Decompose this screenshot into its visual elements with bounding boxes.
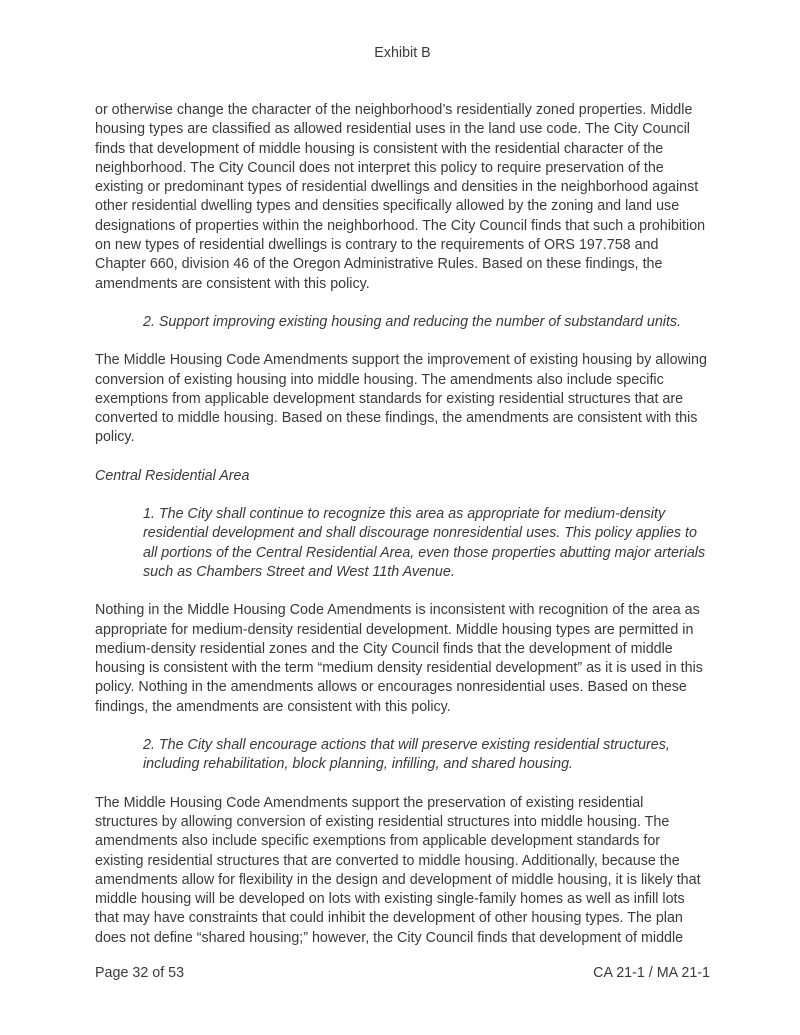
policy-quote-preserve-structures: 2. The City shall encourage actions that will preserve existing residential structures, including rehabilitation, block planning, infilling, and shared housing. bbox=[143, 737, 670, 773]
page-footer bbox=[95, 964, 710, 983]
policy-quote-support-improving-housing: 2. Support improving existing housing and reducing the number of substandard units. bbox=[143, 313, 682, 330]
paragraph-medium-density-findings: Nothing in the Middle Housing Code Amendments is inconsistent with recognition of the area as appropriate for medium-density residential development. Middle housing types are permitted in medium-density residential zones and the City Council finds that the development of middle housing is consistent with the term “medium density residential development” as it is used in this policy. Nothing in the amendments allows or encourages nonresidential uses. Based on these findings, the amendments are consistent with this policy. bbox=[95, 602, 703, 715]
exhibit-header: Exhibit B bbox=[374, 45, 431, 61]
paragraph-improvement-findings: The Middle Housing Code Amendments support the improvement of existing housing by allowing conversion of existing housing into middle housing. The amendments also include specific exemptions from applicable development standards for existing residential structures that are converted to middle housing. Based on these findings, the amendments are consistent with this policy. bbox=[95, 352, 707, 446]
case-number-label: CA 21-1 / MA 21-1 bbox=[593, 965, 710, 981]
policy-quote-medium-density: 1. The City shall continue to recognize this area as appropriate for medium-density residential development and shall discourage nonresidential uses. This policy applies to all portions of the Central Residential Area, even those properties abutting major arterials such as Chambers Street and West 11th Avenue. bbox=[143, 506, 706, 580]
section-heading-central-residential-area: Central Residential Area bbox=[95, 467, 250, 484]
paragraph-policy-findings: or otherwise change the character of the neighborhood’s residentially zoned properties. Middle housing types are classified as allowed residential uses in the land use code. The City Council finds that development of middle housing is consistent with the residential character of the neighborhood. The City Council does not interpret this policy to require preservation of the existing or predominant types of residential dwellings and densities in the neighborhood against other residential dwelling types and densities specifically allowed by the zoning and land use designations of properties within the neighborhood. The City Council finds that such a prohibition on new types of residential dwellings is contrary to the requirements of ORS 197.758 and Chapter 660, division 46 of the Oregon Administrative Rules. Based on these findings, the amendments are consistent with this policy. bbox=[95, 102, 706, 292]
document-body bbox=[95, 101, 710, 948]
page-number-label: Page 32 of 53 bbox=[95, 965, 185, 981]
paragraph-preservation-findings: The Middle Housing Code Amendments support the preservation of existing residential structures by allowing conversion of existing residential structures into middle housing. The amendments also include specific exemptions from applicable development standards for existing residential structures that are converted to middle housing. Additionally, because the amendments allow for flexibility in the design and development of middle housing, it is likely that middle housing will be developed on lots with existing single-family homes as well as infill lots that may have constraints that could inhibit the development of other housing types. The plan does not define “shared housing;” however, the City Council finds that development of middle bbox=[95, 794, 701, 946]
